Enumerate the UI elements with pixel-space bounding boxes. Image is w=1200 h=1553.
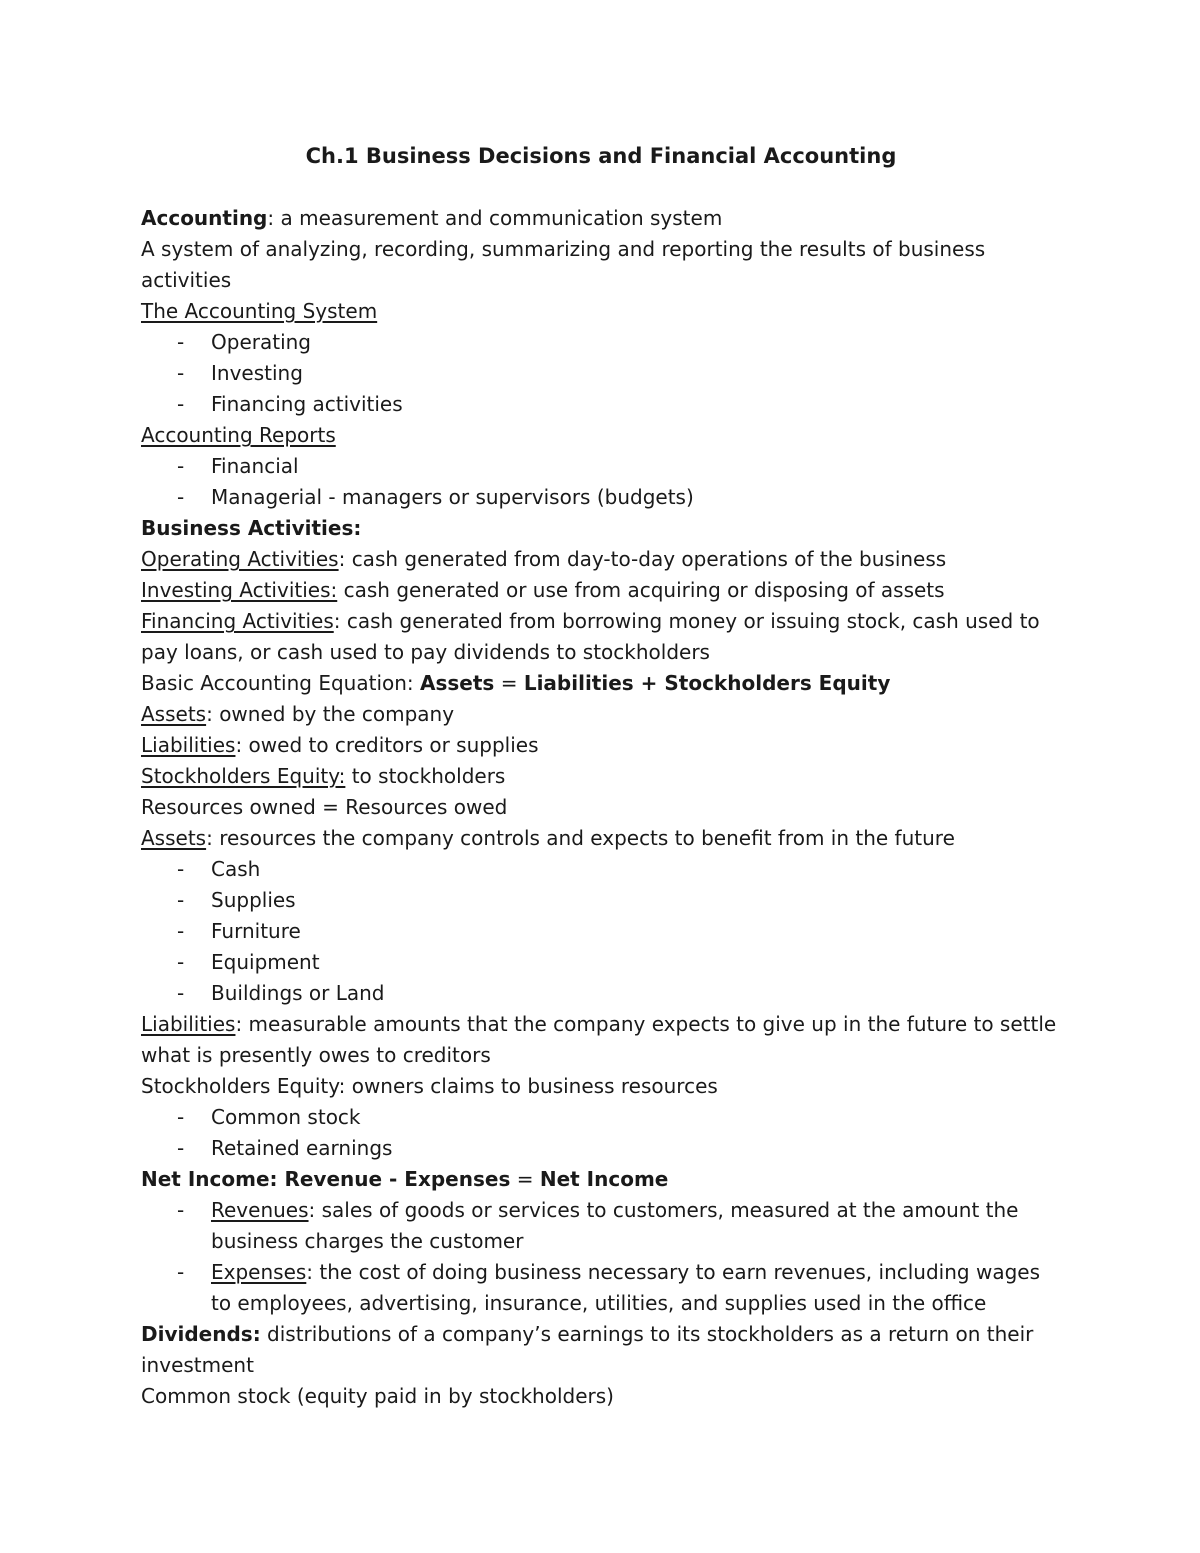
list-item [141, 1195, 1061, 1257]
list-item [141, 1257, 1061, 1319]
equation-assets: Assets [420, 671, 495, 695]
assets-detail-def: : resources the company controls and expects to benefit from in the future [206, 826, 955, 850]
common-stock-line: Common stock (equity paid in by stockholders) [141, 1384, 614, 1408]
list-item [141, 389, 1061, 420]
list-item [141, 947, 1061, 978]
investing-activities-definition [141, 575, 1061, 606]
dash-bullet: - [177, 485, 185, 509]
dash-bullet: - [177, 981, 185, 1005]
liabilities-def: : owed to creditors or supplies [235, 733, 539, 757]
net-income-heading [141, 1164, 1061, 1195]
accounting-system-heading [141, 296, 1061, 327]
dash-bullet: - [177, 1260, 185, 1284]
liabilities-detail-def: : measurable amounts that the company expects to give up in the future to settle what is presently owes to creditors [141, 1012, 1057, 1067]
financing-activities-def: : cash generated from borrowing money or issuing stock, cash used to pay loans, or cash used to pay dividends to stockholders [141, 609, 1040, 664]
operating-activities-definition [141, 544, 1061, 575]
accounting-reports-heading [141, 420, 1061, 451]
investing-activities-term: Investing Activities: [141, 578, 338, 602]
net-income-part1: Net Income: Revenue - Expenses [141, 1167, 511, 1191]
dash-bullet: - [177, 857, 185, 881]
list-item-text: Financial [211, 454, 299, 478]
expenses-def: : the cost of doing business necessary to earn revenues, including wages to employees, advertising, insurance, utilities, and supplies used in the office [211, 1260, 1040, 1315]
list-item-text: Buildings or Land [211, 981, 385, 1005]
dash-bullet: - [177, 392, 185, 416]
list-item-text: Investing [211, 361, 303, 385]
equity-term: Stockholders Equity: [141, 764, 346, 788]
list-item [141, 482, 1061, 513]
accounting-reports-list [141, 451, 1061, 513]
list-item [141, 1133, 1061, 1164]
financing-activities-definition [141, 606, 1061, 668]
list-item-text: Equipment [211, 950, 320, 974]
basic-accounting-equation [141, 668, 1061, 699]
equation-rest: Liabilities + Stockholders Equity [523, 671, 891, 695]
accounting-def: : a measurement and communication system [267, 206, 723, 230]
business-activities-heading: Business Activities: [141, 516, 362, 540]
accounting-system-list [141, 327, 1061, 420]
assets-list [141, 854, 1061, 1009]
operating-activities-def: : cash generated from day-to-day operations of the business [338, 547, 947, 571]
dash-bullet: - [177, 1105, 185, 1129]
accounting-system-heading-text: The Accounting System [141, 299, 378, 323]
list-item-text: Operating [211, 330, 311, 354]
net-income-part2: Net Income [539, 1167, 669, 1191]
dash-bullet: - [177, 888, 185, 912]
accounting-reports-heading-text: Accounting Reports [141, 423, 336, 447]
list-item-text: Cash [211, 857, 261, 881]
assets-detail-term: Assets [141, 826, 207, 850]
dash-bullet: - [177, 950, 185, 974]
net-income-list [141, 1195, 1061, 1319]
list-item-text: Managerial - managers or supervisors (budgets) [211, 485, 694, 509]
equity-def: to stockholders [345, 764, 506, 788]
list-item [141, 916, 1061, 947]
assets-def: : owned by the company [206, 702, 455, 726]
page-title: Ch.1 Business Decisions and Financial Accounting [305, 144, 897, 168]
net-income-equals: = [510, 1167, 540, 1191]
dash-bullet: - [177, 330, 185, 354]
list-item-text: Common stock [211, 1105, 361, 1129]
accounting-term: Accounting [141, 206, 268, 230]
document-body [141, 141, 1061, 1412]
list-item [141, 978, 1061, 1009]
assets-definition [141, 699, 1061, 730]
assets-term: Assets [141, 702, 207, 726]
resources-line: Resources owned = Resources owed [141, 795, 508, 819]
financing-activities-term: Financing Activities [141, 609, 334, 633]
equity-list [141, 1102, 1061, 1164]
liabilities-detail-term: Liabilities [141, 1012, 236, 1036]
dash-bullet: - [177, 919, 185, 943]
list-item-text: Retained earnings [211, 1136, 393, 1160]
list-item [141, 327, 1061, 358]
equation-equals: = [494, 671, 524, 695]
list-item [141, 451, 1061, 482]
operating-activities-term: Operating Activities [141, 547, 339, 571]
dividends-definition [141, 1319, 1061, 1381]
list-item-text: Supplies [211, 888, 296, 912]
dividends-def: distributions of a company’s earnings to its stockholders as a return on their investment [141, 1322, 1034, 1377]
list-item [141, 1102, 1061, 1133]
assets-detail-definition [141, 823, 1061, 854]
system-description: A system of analyzing, recording, summarizing and reporting the results of business activities [141, 237, 986, 292]
revenues-def: : sales of goods or services to customers, measured at the amount the business charges the customer [211, 1198, 1019, 1253]
equation-prefix: Basic Accounting Equation: [141, 671, 421, 695]
list-item-text: Financing activities [211, 392, 403, 416]
equity-detail-line: Stockholders Equity: owners claims to business resources [141, 1074, 718, 1098]
equity-definition [141, 761, 1061, 792]
dash-bullet: - [177, 361, 185, 385]
revenues-term: Revenues [211, 1198, 309, 1222]
list-item [141, 885, 1061, 916]
list-item-text: Furniture [211, 919, 301, 943]
list-item [141, 854, 1061, 885]
liabilities-term: Liabilities [141, 733, 236, 757]
dash-bullet: - [177, 1198, 185, 1222]
dash-bullet: - [177, 1136, 185, 1160]
liabilities-definition [141, 730, 1061, 761]
dividends-term: Dividends: [141, 1322, 261, 1346]
dash-bullet: - [177, 454, 185, 478]
list-item [141, 358, 1061, 389]
liabilities-detail-definition [141, 1009, 1061, 1071]
investing-activities-def: cash generated or use from acquiring or disposing of assets [337, 578, 945, 602]
accounting-definition [141, 203, 1061, 234]
expenses-term: Expenses [211, 1260, 307, 1284]
